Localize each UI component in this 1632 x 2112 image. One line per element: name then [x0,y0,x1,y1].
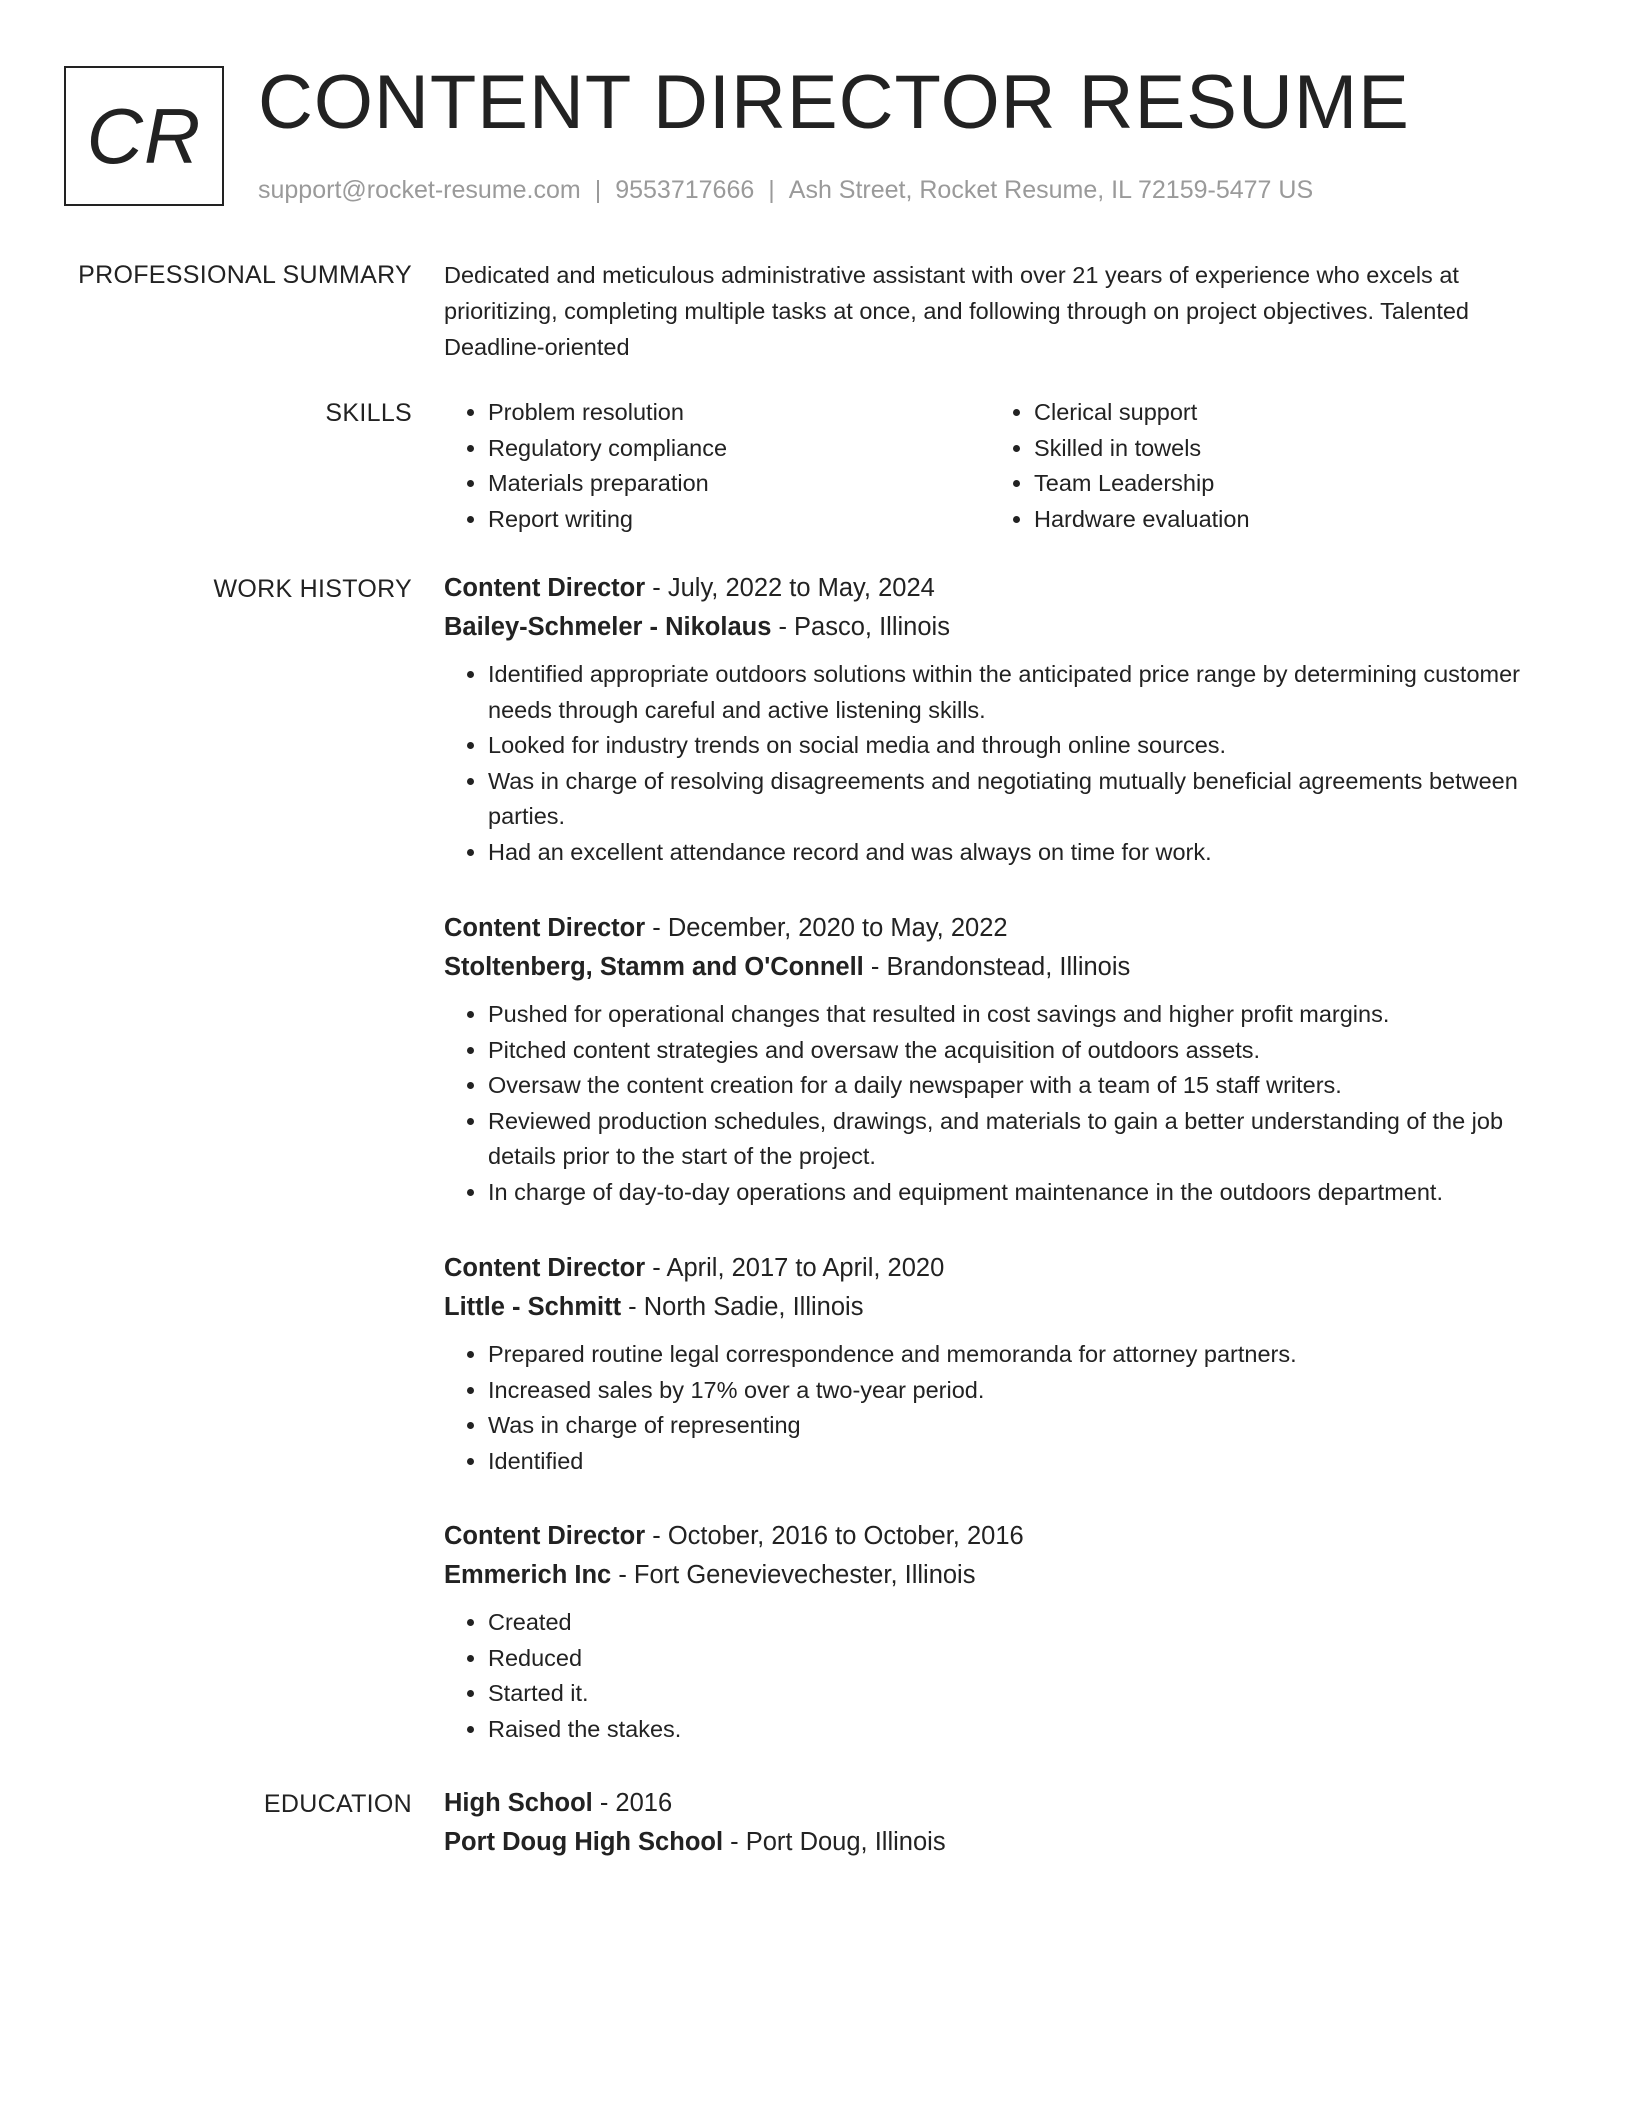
employer-name: Little - Schmitt [444,1293,622,1321]
contact-separator: | [594,176,602,204]
skills-list-right [990,395,1536,537]
job-bullet: • Reduced [488,1641,1554,1677]
section-label-work-history: WORK HISTORY [213,575,412,603]
employer-name: Bailey-Schmeler - Nikolaus [444,613,772,641]
employer-location: - North Sadie, Illinois [621,1293,864,1321]
job-bullets [444,997,1554,1210]
job-bullet: • Had an excellent attendance record and was always on time for work. [488,835,1554,871]
education-entry [444,1784,1554,1862]
section-label-education: EDUCATION [263,1790,412,1818]
education-school: Port Doug High School [444,1828,724,1856]
job-bullets [444,1337,1554,1479]
contact-phone: 9553717666 [615,176,755,204]
job-bullet: • Pushed for operational changes that resulted in cost savings and higher profit margins. [488,997,1554,1033]
job-title: Content Director [444,914,646,942]
skills-list-left [444,395,990,537]
skill-item: • Problem resolution [488,395,990,431]
job-entry [444,909,1554,1210]
job-bullet: • Identified [488,1444,1554,1480]
job-title-line [444,1249,1554,1288]
job-bullets [444,1605,1554,1747]
education-degree-line [444,1784,1554,1823]
skill-item: • Team Leadership [1034,466,1536,502]
employer-location: - Pasco, Illinois [771,613,950,641]
job-dates: - December, 2020 to May, 2022 [645,914,1008,942]
job-entry [444,1517,1554,1747]
skills-grid [444,395,1554,537]
contact-email: support@rocket-resume.com [258,176,581,204]
skill-item: • Materials preparation [488,466,990,502]
job-entry [444,569,1554,870]
job-title-line [444,1517,1554,1556]
job-bullet: • Created [488,1605,1554,1641]
skills-section [444,395,1554,537]
skill-item: • Regulatory compliance [488,431,990,467]
job-bullet: • Prepared routine legal correspondence and memoranda for attorney partners. [488,1337,1554,1373]
skill-item: • Clerical support [1034,395,1536,431]
job-bullet: • Reviewed production schedules, drawings, and materials to gain a better understanding of the job details prior to the start of the project. [488,1104,1554,1175]
employer-line [444,1288,1554,1327]
page-title: CONTENT DIRECTOR RESUME [258,60,1410,145]
skill-item: • Skilled in towels [1034,431,1536,467]
job-bullet: • Identified appropriate outdoors solutions within the anticipated price range by determining customer needs through careful and active listening skills. [488,657,1554,728]
job-bullet: • Pitched content strategies and oversaw the acquisition of outdoors assets. [488,1033,1554,1069]
section-label-summary: PROFESSIONAL SUMMARY [78,261,412,289]
job-bullet: • Started it. [488,1676,1554,1712]
section-label-skills: SKILLS [325,399,412,427]
job-bullet: • In charge of day-to-day operations and equipment maintenance in the outdoors department. [488,1175,1554,1211]
job-title: Content Director [444,1254,646,1282]
employer-line [444,948,1554,987]
job-bullet: • Looked for industry trends on social media and through online sources. [488,728,1554,764]
job-dates: - October, 2016 to October, 2016 [645,1522,1024,1550]
education-location: - Port Doug, Illinois [723,1828,946,1856]
job-bullets [444,657,1554,870]
job-title-line [444,909,1554,948]
summary-text: Dedicated and meticulous administrative assistant with over 21 years of experience who excels at prioritizing, completing multiple tasks at once, and following through on project objectives. Talented Deadline-oriented [444,262,1470,360]
job-dates: - April, 2017 to April, 2020 [645,1254,945,1282]
summary-section [444,257,1554,365]
education-school-line [444,1823,1554,1862]
job-bullet: • Was in charge of representing [488,1408,1554,1444]
job-title: Content Director [444,1522,646,1550]
monogram-logo: CR [64,66,224,206]
job-bullet: • Was in charge of resolving disagreements and negotiating mutually beneficial agreements between parties. [488,764,1554,835]
job-bullet: • Raised the stakes. [488,1712,1554,1748]
employer-name: Emmerich Inc [444,1561,612,1589]
job-dates: - July, 2022 to May, 2024 [645,574,935,602]
employer-location: - Fort Genevievechester, Illinois [611,1561,976,1589]
job-entry [444,1249,1554,1479]
job-title-line [444,569,1554,608]
contact-address: Ash Street, Rocket Resume, IL 72159-5477 US [788,176,1314,204]
contact-line [258,172,1313,208]
skill-item: • Hardware evaluation [1034,502,1536,538]
contact-separator: | [768,176,775,204]
employer-line [444,608,1554,647]
employer-name: Stoltenberg, Stamm and O'Connell [444,953,864,981]
job-title: Content Director [444,574,646,602]
education-degree: High School [444,1789,593,1817]
employer-line [444,1556,1554,1595]
education-year: - 2016 [592,1789,673,1817]
job-bullet: • Increased sales by 17% over a two-year period. [488,1373,1554,1409]
employer-location: - Brandonstead, Illinois [863,953,1131,981]
skill-item: • Report writing [488,502,990,538]
job-bullet: • Oversaw the content creation for a daily newspaper with a team of 15 staff writers. [488,1068,1554,1104]
